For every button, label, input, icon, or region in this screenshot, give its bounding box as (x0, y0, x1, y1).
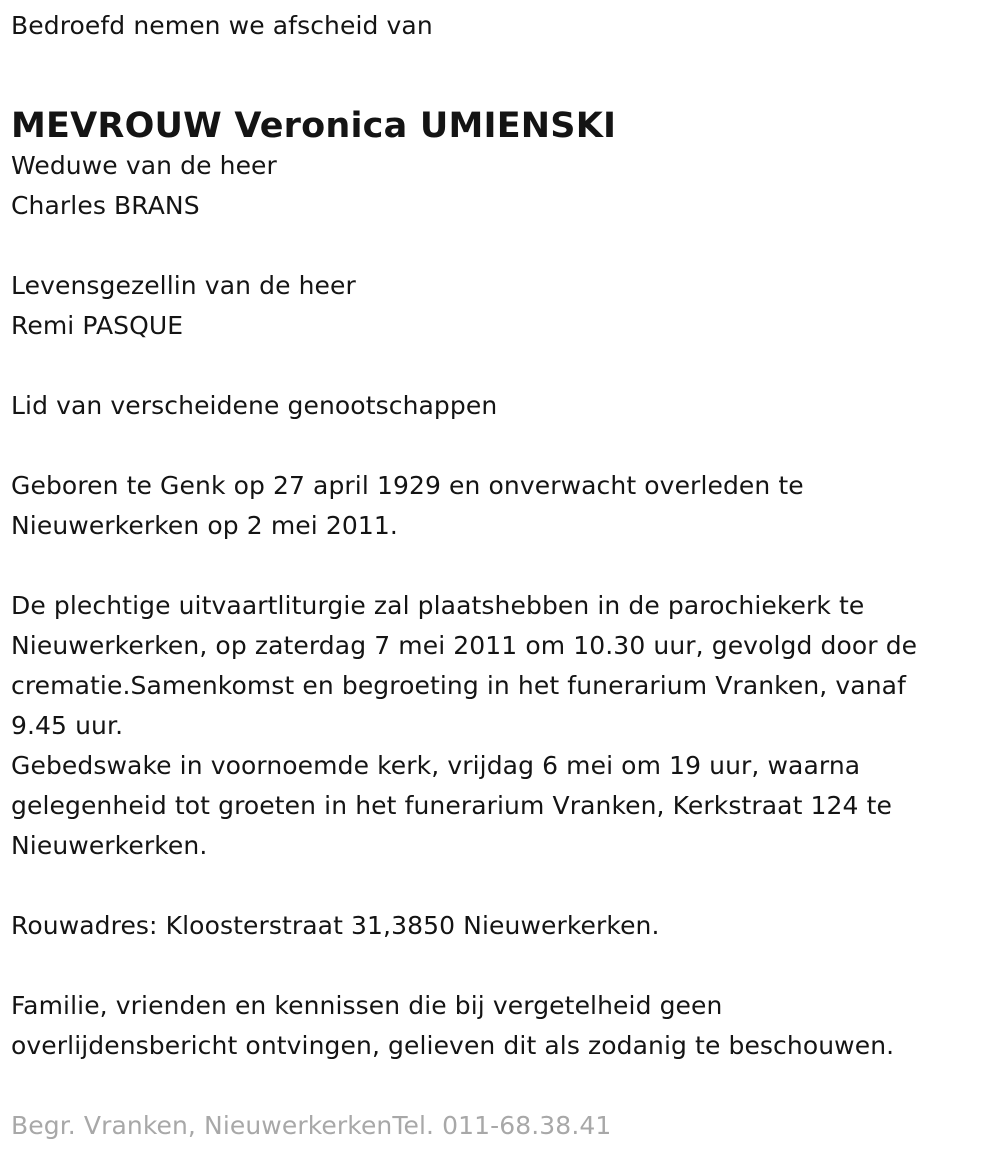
spacer (11, 426, 986, 466)
birth-death-line: Geboren te Genk op 27 april 1929 en onverwacht overleden te (11, 471, 804, 500)
ceremony-line: Nieuwerkerken. (11, 831, 208, 860)
family-notice-line: overlijdensbericht ontvingen, gelieven dit als zodanig te beschouwen. (11, 1031, 895, 1060)
ceremony-line: 9.45 uur. (11, 711, 124, 740)
spacer (11, 346, 986, 386)
ceremony-line: crematie.Samenkomst en begroeting in het funerarium Vranken, vanaf (11, 671, 906, 700)
intro-text: Bedroefd nemen we afscheid van (11, 11, 433, 40)
partner-name: Remi PASQUE (11, 311, 184, 340)
deceased-name: MEVROUW Veronica UMIENSKI (11, 106, 617, 146)
ceremony-line: Gebedswake in voornoemde kerk, vrijdag 6 mei om 19 uur, waarna (11, 751, 861, 780)
ceremony-line: Nieuwerkerken, op zaterdag 7 mei 2011 om 10.30 uur, gevolgd door de (11, 631, 918, 660)
membership-text: Lid van verscheidene genootschappen (11, 391, 498, 420)
widow-line: Weduwe van de heer (11, 151, 277, 180)
spacer (11, 226, 986, 266)
family-notice-line: Familie, vrienden en kennissen die bij vergetelheid geen (11, 991, 723, 1020)
spacer (11, 46, 986, 106)
obituary-notice (11, 6, 986, 1146)
ceremony-line: De plechtige uitvaartliturgie zal plaatshebben in de parochiekerk te (11, 591, 865, 620)
partner-line: Levensgezellin van de heer (11, 271, 356, 300)
spacer (11, 866, 986, 906)
spacer (11, 546, 986, 586)
spacer (11, 946, 986, 986)
widow-spouse-name: Charles BRANS (11, 191, 200, 220)
spacer (11, 1066, 986, 1106)
mourning-address: Rouwadres: Kloosterstraat 31,3850 Nieuwerkerken. (11, 911, 660, 940)
ceremony-line: gelegenheid tot groeten in het funerarium Vranken, Kerkstraat 124 te (11, 791, 892, 820)
birth-death-line: Nieuwerkerken op 2 mei 2011. (11, 511, 398, 540)
funeral-home-contact: Begr. Vranken, NieuwerkerkenTel. 011-68.38.41 (11, 1111, 612, 1140)
